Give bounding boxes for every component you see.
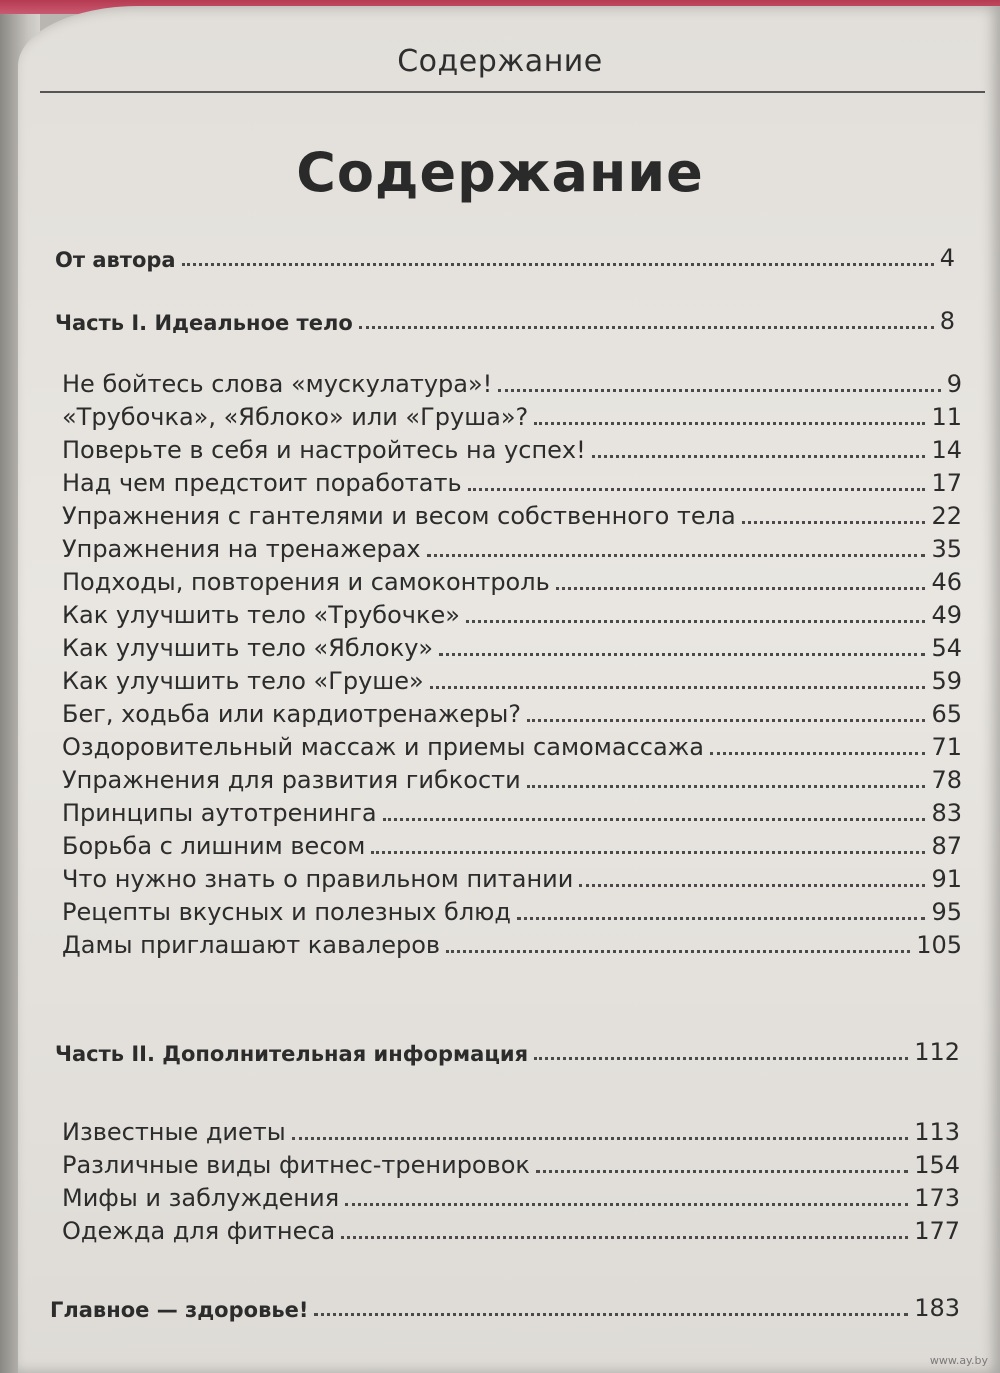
toc-entry-page: 71 <box>931 733 962 761</box>
toc-entry <box>62 1215 960 1245</box>
dot-leader <box>427 554 926 557</box>
dot-leader <box>430 686 926 689</box>
toc-entry-title: Упражнения с гантелями и весом собственного тела <box>62 502 736 530</box>
toc-entry-title: Рецепты вкусных и полезных блюд <box>62 898 511 926</box>
toc-entry <box>62 698 962 728</box>
toc-entry-page: 95 <box>931 898 962 926</box>
toc-final <box>50 1292 960 1322</box>
toc-entry-page: 65 <box>931 700 962 728</box>
toc-entry <box>62 764 962 794</box>
dot-leader <box>359 326 934 329</box>
toc-entry-title: Оздоровительный массаж и приемы самомассажа <box>62 733 704 761</box>
dot-leader <box>517 917 925 920</box>
toc-entry <box>62 401 962 431</box>
toc-entry-page: 49 <box>931 601 962 629</box>
dot-leader <box>345 1203 908 1206</box>
toc-entry-page: 177 <box>914 1217 960 1245</box>
dot-leader <box>466 620 926 623</box>
toc-entry-title: Главное — здоровье! <box>50 1298 309 1322</box>
dot-leader <box>710 752 925 755</box>
toc-entry-title: Часть II. Дополнительная информация <box>55 1042 529 1066</box>
toc-entry-title: Как улучшить тело «Груше» <box>62 667 424 695</box>
toc-entry-author <box>55 242 955 272</box>
toc-entry-title: Часть I. Идеальное тело <box>55 311 353 335</box>
toc-entry-page: 35 <box>931 535 962 563</box>
toc-entry <box>62 929 962 959</box>
toc-entry <box>62 665 962 695</box>
toc-entry-page: 54 <box>931 634 962 662</box>
toc-entry <box>62 1149 960 1179</box>
toc-entry <box>62 1182 960 1212</box>
toc-entry-page: 78 <box>931 766 962 794</box>
dot-leader <box>371 851 925 854</box>
toc-entry <box>62 599 962 629</box>
dot-leader <box>292 1137 908 1140</box>
toc-entry-title: Что нужно знать о правильном питании <box>62 865 574 893</box>
dot-leader <box>579 884 925 887</box>
toc-entry-page: 112 <box>914 1038 960 1066</box>
toc-entry <box>62 368 962 398</box>
toc-entry-title: Как улучшить тело «Яблоку» <box>62 634 434 662</box>
toc-entry-title: Дамы приглашают кавалеров <box>62 931 441 959</box>
toc-entry-page: 8 <box>939 307 955 335</box>
dot-leader <box>527 719 925 722</box>
toc-entry-page: 87 <box>931 832 962 860</box>
dot-leader <box>314 1313 908 1316</box>
toc-entry-page: 83 <box>931 799 962 827</box>
toc-entry-title: От автора <box>55 248 176 272</box>
toc-entry <box>62 500 962 530</box>
toc-entry <box>62 1116 960 1146</box>
dot-leader <box>498 389 940 392</box>
toc-entry-page: 113 <box>914 1118 960 1146</box>
toc-entry-title: Борьба с лишним весом <box>62 832 366 860</box>
toc-entry-page: 4 <box>939 244 955 272</box>
toc-entry-page: 22 <box>931 502 962 530</box>
toc-entry-page: 105 <box>916 931 962 959</box>
toc-entry <box>62 830 962 860</box>
watermark: www.ay.by <box>929 1354 988 1367</box>
toc-entry-page: 59 <box>931 667 962 695</box>
dot-leader <box>534 1057 908 1060</box>
toc-entry <box>62 731 962 761</box>
toc-entry-page: 14 <box>931 436 962 464</box>
toc-entry-page: 17 <box>931 469 962 497</box>
running-head: Содержание <box>397 44 603 79</box>
toc-entry-title: Различные виды фитнес-тренировок <box>62 1151 530 1179</box>
toc-part-1 <box>55 305 955 335</box>
toc-entry-title: Не бойтесь слова «мускулатура»! <box>62 370 493 398</box>
toc-entry <box>62 467 962 497</box>
dot-leader <box>527 785 926 788</box>
dot-leader <box>341 1236 908 1239</box>
toc-entry-page: 9 <box>946 370 962 398</box>
toc-entry-title: Бег, ходьба или кардиотренажеры? <box>62 700 522 728</box>
toc-entry-title: Принципы аутотренинга <box>62 799 377 827</box>
toc-entry-title: Известные диеты <box>62 1118 286 1146</box>
toc-entry-page: 46 <box>931 568 962 596</box>
toc-entry <box>62 797 962 827</box>
toc-entry-page: 11 <box>931 403 962 431</box>
dot-leader <box>468 488 926 491</box>
toc-entry-title: Над чем предстоит поработать <box>62 469 462 497</box>
toc-entry <box>62 566 962 596</box>
toc-entry-page: 183 <box>914 1294 960 1322</box>
dot-leader <box>556 587 926 590</box>
dot-leader <box>536 1170 908 1173</box>
dot-leader <box>534 422 925 425</box>
toc-entry <box>62 434 962 464</box>
toc-entry-title: Подходы, повторения и самоконтроль <box>62 568 550 596</box>
toc-entry-page: 91 <box>931 865 962 893</box>
toc-entry-title: Поверьте в себя и настройтесь на успех! <box>62 436 586 464</box>
toc-entry-title: Упражнения на тренажерах <box>62 535 421 563</box>
toc-entry <box>62 863 962 893</box>
toc-entry-title: Мифы и заблуждения <box>62 1184 340 1212</box>
toc-entry <box>62 533 962 563</box>
toc-entry-title: «Трубочка», «Яблоко» или «Груша»? <box>62 403 529 431</box>
dot-leader <box>742 521 926 524</box>
toc-part-2 <box>55 1036 960 1066</box>
toc-entry-page: 154 <box>914 1151 960 1179</box>
toc-entry-title: Одежда для фитнеса <box>62 1217 336 1245</box>
dot-leader <box>182 263 934 266</box>
toc-entry-page: 173 <box>914 1184 960 1212</box>
dot-leader <box>383 818 926 821</box>
dot-leader <box>439 653 925 656</box>
toc-entry <box>62 896 962 926</box>
dot-leader <box>446 950 910 953</box>
dot-leader <box>592 455 926 458</box>
toc-entry <box>62 632 962 662</box>
toc-entry-title: Как улучшить тело «Трубочке» <box>62 601 460 629</box>
page-title: Содержание <box>296 141 704 204</box>
toc-entry-title: Упражнения для развития гибкости <box>62 766 521 794</box>
